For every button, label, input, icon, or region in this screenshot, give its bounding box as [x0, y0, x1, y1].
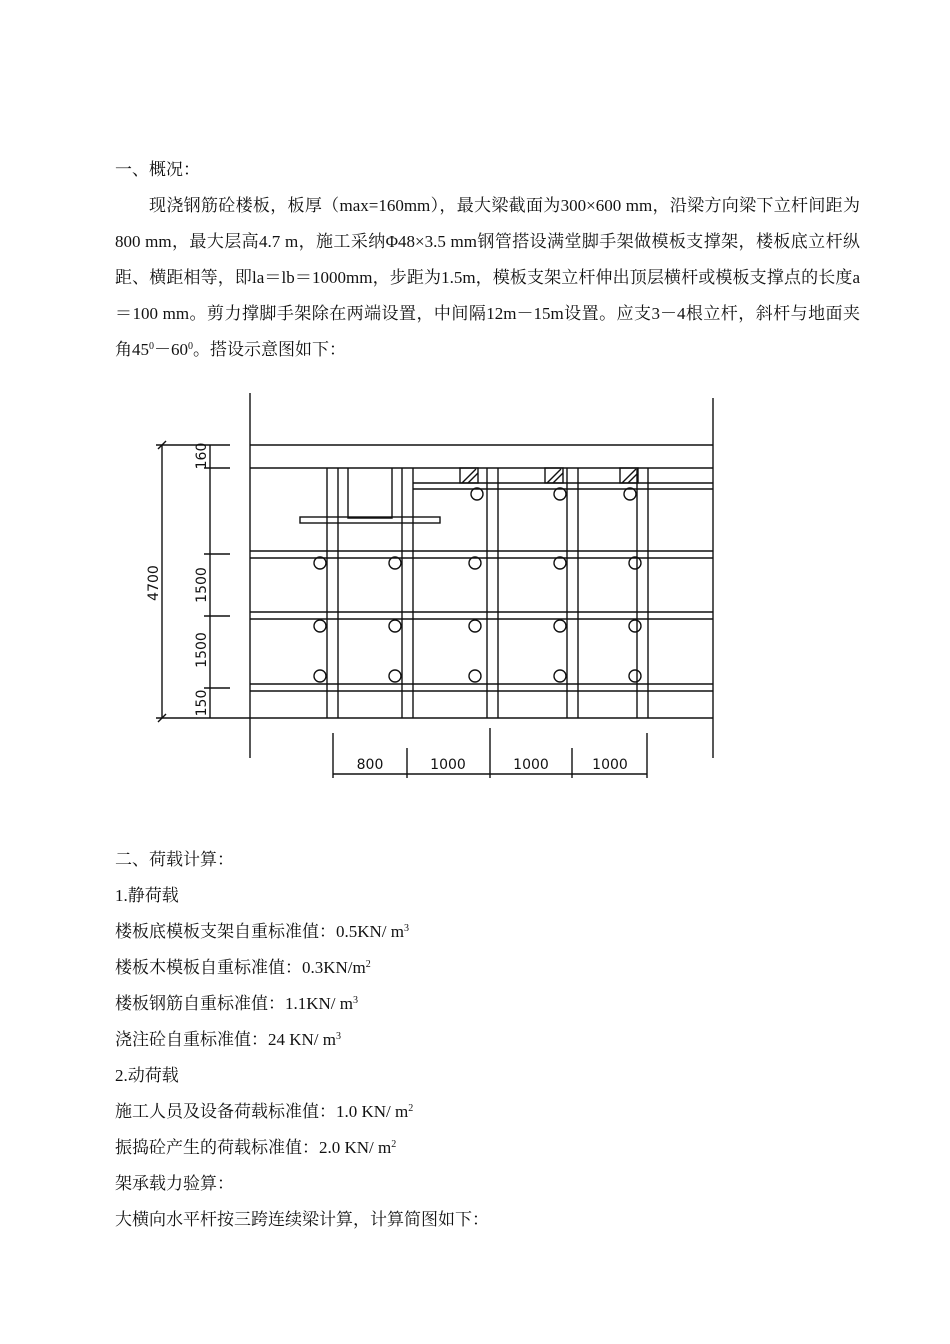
- dim-span-2: 1000: [430, 757, 466, 773]
- load-item: 施工人员及设备荷载标准值：1.0 KN/ $m^2$: [115, 1102, 414, 1121]
- angle-superscript-2: 0: [188, 341, 193, 352]
- load-item: 浇注砼自重标准值：24 KN/ $m^3$: [115, 1030, 341, 1049]
- dim-span-3: 1000: [513, 757, 549, 773]
- section1-heading: 一、概况：: [115, 160, 200, 179]
- load-item: 楼板木模板自重标准值：$0.3KN/m^2$: [115, 958, 371, 977]
- load-item: 楼板底模板支架自重标准值：0.5KN/ $m^3$: [115, 922, 409, 941]
- dim-sweep: 150: [194, 689, 210, 717]
- load-item: 振捣砼产生的荷载标准值：2.0 KN/ $m^2$: [115, 1138, 397, 1157]
- check-title: 架承载力验算：: [115, 1174, 234, 1193]
- section2-heading: 二、荷载计算：: [115, 850, 234, 869]
- angle-range: －60: [154, 340, 188, 359]
- calc-line: 大横向水平杆按三跨连续梁计算，计算简图如下：: [115, 1210, 489, 1229]
- overview-text: 现浇钢筋砼楼板，板厚（max=160mm），最大梁截面为300×600 mm，沿梁方向梁下立杆间距为800 mm，最大层高4.7 m，施工采纳Φ48×3.5 mm钢管搭设满堂脚手架做模板支撑架，楼板底立杆纵距、横距相等，即la＝lb＝1000mm，步距为1.5m，模板支架立杆伸出顶层横杆或模板支撑点的长度a＝100 mm。剪力撑脚手架除在两端设置，中间隔12m－15m设置。应支3－4根立杆，斜杆与地面夹角45: [115, 196, 860, 359]
- scaffold-diagram: [130, 388, 730, 788]
- dim-total-height: 4700: [146, 565, 162, 601]
- dim-span-1: 800: [356, 757, 384, 773]
- load-item: 楼板钢筋自重标准值：1.1KN/ $m^3$: [115, 994, 358, 1013]
- overview-text-end: 。搭设示意图如下：: [193, 340, 346, 359]
- dim-step-2: 1500: [194, 632, 210, 668]
- angle-superscript-1: 0: [149, 341, 154, 352]
- static-load-title: 1.静荷载: [115, 886, 179, 905]
- dim-span-4: 1000: [592, 757, 628, 773]
- dim-step-1: 1500: [194, 567, 210, 603]
- dim-slab-height: 160: [194, 442, 210, 470]
- overview-paragraph: [115, 188, 860, 368]
- dynamic-load-title: 2.动荷载: [115, 1066, 179, 1085]
